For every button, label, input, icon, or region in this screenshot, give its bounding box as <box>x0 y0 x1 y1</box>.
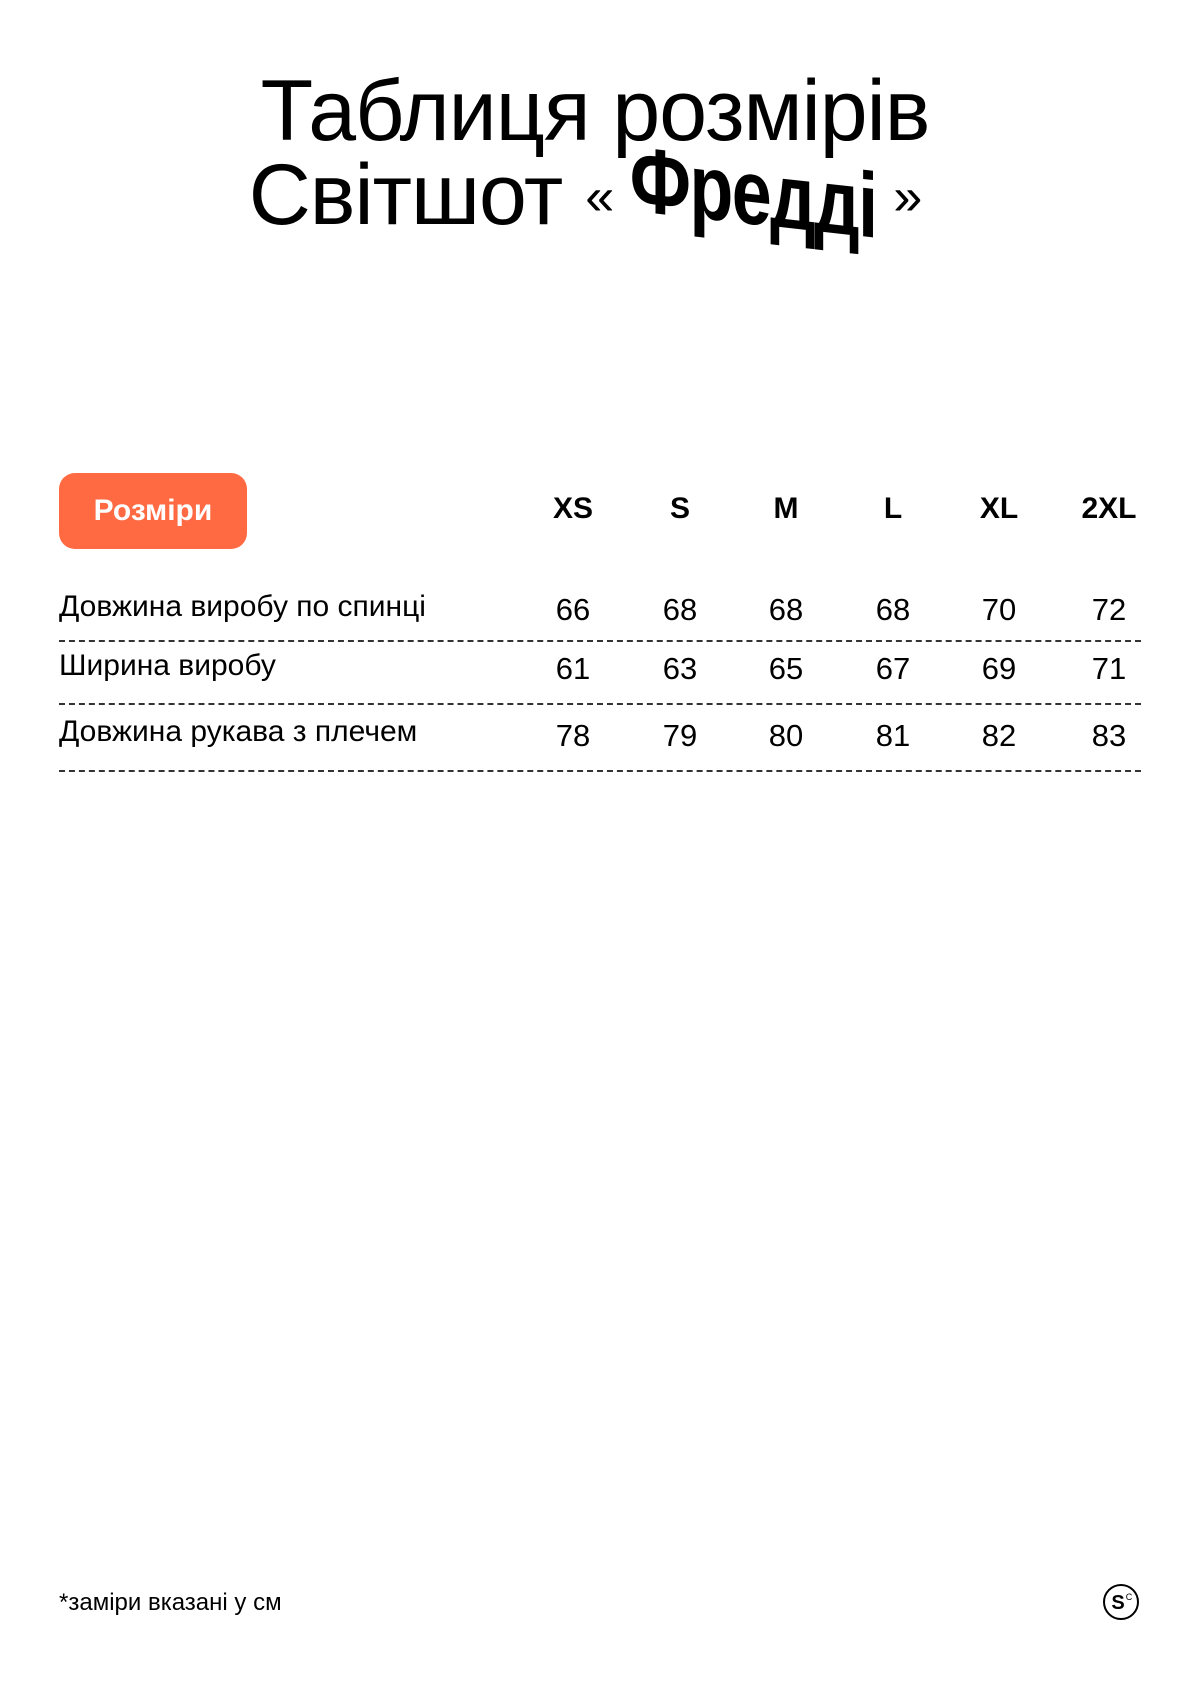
size-table-header <box>59 473 1141 549</box>
footnote-units: *заміри вказані у см <box>59 1589 282 1616</box>
size-header-xs: XS <box>552 492 594 525</box>
product-name: Фредді <box>629 128 877 258</box>
table-cell: 82 <box>981 718 1017 753</box>
table-cell: 68 <box>768 592 804 627</box>
logo-superscript: C <box>1125 1592 1133 1602</box>
table-cell: 69 <box>981 651 1017 686</box>
table-cell: 67 <box>875 651 911 686</box>
title-line-1: Таблиця розмірів <box>260 63 930 159</box>
table-cell: 79 <box>662 718 698 753</box>
page-title <box>0 63 1190 258</box>
size-header-l: L <box>883 492 903 525</box>
table-cell: 72 <box>1091 592 1127 627</box>
table-row <box>59 590 1141 642</box>
quote-close: » <box>893 168 922 226</box>
table-cell: 68 <box>662 592 698 627</box>
row-label-back-length: Довжина виробу по спинці <box>59 590 426 623</box>
row-label-sleeve-length: Довжина рукава з плечем <box>59 715 418 748</box>
size-header-xl: XL <box>979 492 1019 525</box>
table-cell: 80 <box>768 718 804 753</box>
title-line-2 <box>0 128 1190 258</box>
table-cell: 78 <box>555 718 591 753</box>
logo-letter: S <box>1111 1592 1125 1614</box>
table-cell: 71 <box>1091 651 1127 686</box>
size-header-m: M <box>773 492 799 525</box>
row-label-width: Ширина виробу <box>59 649 276 682</box>
size-table <box>59 473 1141 772</box>
quote-open: « <box>585 168 614 226</box>
table-cell: 68 <box>875 592 911 627</box>
table-cell: 61 <box>555 651 591 686</box>
sc-logo-icon <box>1102 1583 1140 1621</box>
table-row <box>59 705 1141 772</box>
table-cell: 83 <box>1091 718 1127 753</box>
size-header-s: S <box>669 492 690 525</box>
table-cell: 81 <box>875 718 911 753</box>
table-cell: 66 <box>555 592 591 627</box>
sizes-badge: Розміри <box>59 473 247 549</box>
table-cell: 65 <box>768 651 804 686</box>
table-cell: 70 <box>981 592 1017 627</box>
table-cell: 63 <box>662 651 698 686</box>
size-header-2xl: 2XL <box>1081 492 1137 525</box>
table-row <box>59 642 1141 705</box>
title-garment-type: Світшот <box>248 147 563 243</box>
